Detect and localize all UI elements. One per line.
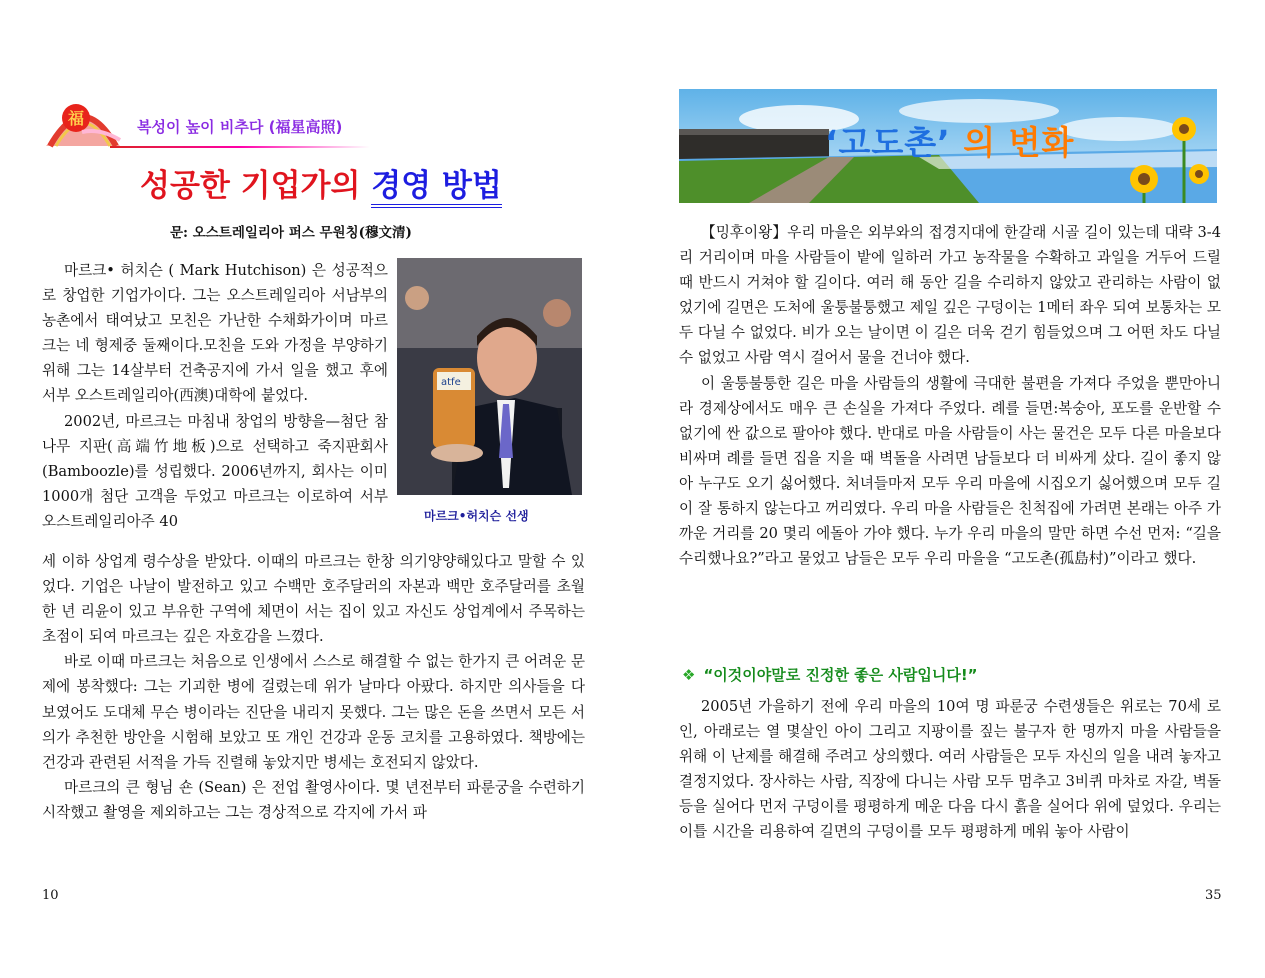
article-body-narrow bbox=[42, 258, 388, 534]
series-divider bbox=[110, 146, 370, 148]
banner-title bbox=[825, 117, 1074, 164]
diamond-bullet-icon: ❖ bbox=[682, 666, 696, 684]
headline-part2: 경영 방법 bbox=[371, 168, 502, 208]
headline bbox=[140, 160, 502, 205]
series-title: 복성이 높이 비추다 (福星高照) bbox=[137, 118, 343, 136]
banner-title-quoted: ‘고도촌’ bbox=[825, 123, 951, 162]
svg-text:福: 福 bbox=[68, 109, 85, 128]
subheading-text: “이것이야말로 진정한 좋은 사람입니다!” bbox=[703, 666, 978, 684]
paragraph: 세 이하 상업계 령수상을 받았다. 이때의 마르크는 한창 의기양양해있다고 말할 수 있었다. 기업은 나날이 발전하고 있고 수백만 호주달러의 자본과 백만 호주달러를 초월한 년 리윤이 있고 부유한 구역에 체면이 서는 집이 있고 자신도 상업계에서 주목하는 초점이 되여 마르크는 깊은 자호감을 느꼈다. bbox=[42, 553, 585, 646]
headline-part1: 성공한 기업가의 bbox=[140, 168, 372, 204]
paragraph: 마르크• 허치슨 ( Mark Hutchison) 은 성공적으로 창업한 기업가이다. 그는 오스트레일리아 서남부의 농촌에서 태여났고 모친은 가난한 수채화가이며 마르크는 네 형제중 둘째이다.모친을 도와 가정을 부양하기 위해 그는 14살부터 건축공지에 가서 일을 했고 후에 서부 오스트레일리아(西澳)대학에 붙었다. bbox=[42, 262, 388, 405]
photo-caption: 마르크•허치슨 선생 bbox=[424, 509, 529, 523]
svg-text:atfe: atfe bbox=[441, 377, 461, 388]
left-page bbox=[0, 0, 632, 978]
paragraph: 2005년 가을하기 전에 우리 마을의 10여 명 파룬궁 수련생들은 위로는 70세 로인, 아래로는 열 몇살인 아이 그리고 지팡이를 짚는 불구자 한 명까지 마을 사람들을 위해 이 난제를 해결해 주려고 상의했다. 여러 사람들은 모두 자신의 일을 내려 놓자고 결정지었다. 장사하는 사람, 직장에 다니는 사람 모두 멈추고 3비퀴 마차로 자갈, 벽돌 등을 실어다 먼저 구덩이를 평평하게 메운 다음 다시 흙을 실어다 위에 덮었다. 우리는 이틀 시간을 리용하여 길면의 구덩이를 모두 평평하게 메워 놓아 사람이 bbox=[679, 698, 1221, 841]
byline: 문: 오스트레일리아 퍼스 무원칭(穆文清) bbox=[170, 225, 412, 241]
paragraph: 마르크의 큰 형님 숀 (Sean) 은 전업 촬영사이다. 몇 년전부터 파룬궁을 수련하기 시작했고 촬영을 제외하고는 그는 경상적으로 각지에 가서 파 bbox=[42, 778, 585, 821]
subheading bbox=[682, 664, 978, 685]
article-body-continued bbox=[679, 694, 1221, 845]
article-body bbox=[679, 220, 1221, 571]
article-body-wide bbox=[42, 549, 585, 825]
right-page bbox=[632, 0, 1265, 978]
article-banner bbox=[679, 89, 1217, 203]
fortune-fan-icon bbox=[42, 88, 124, 154]
banner-title-rest: 의 변화 bbox=[963, 123, 1075, 162]
paragraph: 2002년, 마르크는 마침내 창업의 방향을—첨단 참나무 지판(高端竹地板)으로 선택하고 죽지판회사(Bamboozle)를 성립했다. 2006년까지, 회사는 이미 1000개 첨단 고객을 두었고 마르크는 이로하여 서부 오스트레일리아주 40 bbox=[42, 412, 388, 530]
page-number: 35 bbox=[1205, 888, 1222, 903]
paragraph: 이 울퉁불퉁한 길은 마을 사람들의 생활에 극대한 불편을 가져다 주었을 뿐만아니라 경제상에서도 매우 큰 손실을 가져다 주었다. 례를 들면:복숭아, 포도를 운반할 수 없기에 싼 값으로 팔아야 했다. 반대로 마을 사람들이 사는 물건은 모두 다른 마을보다 비싸며 례를 들면 집을 지을 때 벽돌을 사려면 남들보다 더 비싸게 샀다. 길이 좋지 않아 누구도 오기 싫어했다. 처녀들마저 모두 우리 마을에 시집오기 싫어했으며 모두 길이 잘 통하지 않는다고 꺼리였다. 우리 마을 사람들은 친척집에 가려면 본래는 아주 가까운 거리를 20 몇리 에돌아 가야 했다. 누가 우리 마을의 말만 하면 수선 먼저: “길을 수리했나요?”라고 물었고 남들은 모두 우리 마을을 “고도촌(孤島村)”이라고 했다. bbox=[679, 374, 1221, 568]
portrait-photo bbox=[397, 258, 582, 495]
paragraph: 바로 이때 마르크는 처음으로 인생에서 스스로 해결할 수 없는 한가지 큰 어려운 문제에 봉착했다: 그는 기괴한 병에 걸렸는데 위가 날마다 아팠다. 하지만 의사들을 다 보였어도 도대체 무슨 병이라는 진단을 내리지 못했다. 그는 많은 돈을 쓰면서 모든 서의가 추천한 방안을 시험해 보았고 또 개인 건강과 운동 코치를 고용하였다. 책방에는 건강과 관련된 서적을 가득 진렬해 놓았지만 병세는 호전되지 않았다. bbox=[42, 653, 585, 771]
paragraph: 【밍후이왕】우리 마을은 외부와의 접경지대에 한갈래 시골 길이 있는데 대략 3-4리 거리이며 마을 사람들이 밭에 일하러 가고 농작물을 수확하고 과일을 거두어 드릴 때 반드시 거쳐야 할 길이다. 여러 해 동안 길을 수리하지 않았고 관리하는 사람이 없었기에 길면은 도처에 울퉁불퉁했고 제일 깊은 구덩이는 1메터 좌우 되여 보통차는 모두 다닐 수 없었다. 비가 오는 날이면 이 길은 더욱 걷기 힘들었으며 그 어떤 차도 다닐 수 없었고 사람 역시 걸어서 물을 건너야 했다. bbox=[679, 224, 1221, 367]
page-number: 10 bbox=[42, 888, 59, 903]
